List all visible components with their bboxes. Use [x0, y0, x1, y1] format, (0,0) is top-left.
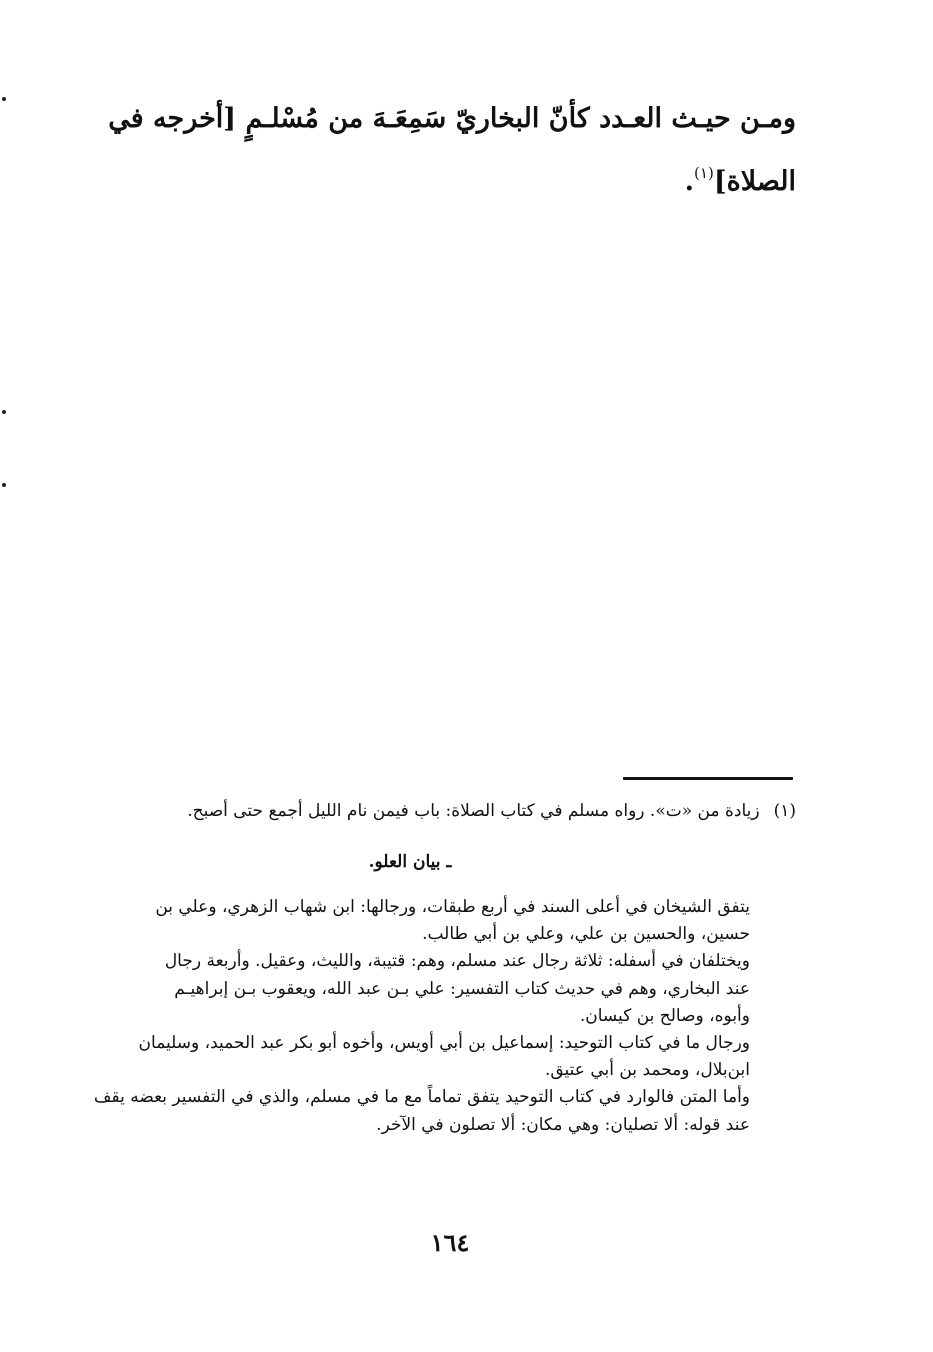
commentary-block — [93, 894, 750, 1139]
page-number: ١٦٤ — [430, 1228, 470, 1257]
commentary-line: ويختلفان في أسفله: ثلاثة رجال عند مسلم، وهم: قتيبة، والليث، وعقيل. وأربعة رجال — [164, 951, 750, 972]
commentary-line: عند البخاري، وهم في حديث كتاب التفسير: علي بـن عبد الله، ويعقوب بـن إبراهيـم — [174, 978, 750, 999]
footnote-number: (١) — [773, 801, 796, 821]
scan-margin-mark — [2, 97, 6, 101]
footnote-separator — [623, 777, 793, 780]
main-line-2-end: . — [684, 166, 695, 197]
main-line-2 — [96, 146, 796, 209]
commentary-line: ورجال ما في كتاب التوحيد: إسماعيل بن أبي أويس، وأخوه أبو بكر عبد الحميد، وسليمان — [138, 1032, 750, 1053]
footnote — [110, 797, 796, 825]
commentary-line: وأما المتن فالوارد في كتاب التوحيد يتفق تماماً مع ما في مسلم، والذي في التفسير بعضه يقف — [93, 1087, 750, 1108]
commentary-line: وأبوه، وصالح بن كيسان. — [579, 1005, 750, 1026]
main-paragraph — [96, 92, 796, 209]
commentary-line: حسين، والحسين بن علي، وعلي بن أبي طالب. — [422, 924, 750, 945]
commentary-line: عند قوله: ألا تصليان: وهي مكان: ألا تصلون في الآخر. — [376, 1114, 750, 1135]
main-line-1: ومـن حيـث العـدد كأنّ البخاريّ سَمِعَـهَ من مُسْلـمٍ [أخرجه في — [108, 103, 796, 134]
scan-margin-mark — [2, 410, 6, 414]
commentary-line: يتفق الشيخان في أعلى السند في أربع طبقات، ورجالها: ابن شهاب الزهري، وعلي بن — [155, 897, 750, 917]
footnote-reference[interactable]: (١) — [694, 164, 714, 182]
main-line-2-text: الصلاة] — [713, 166, 796, 197]
commentary-line: ابن‌بلال، ومحمد بن أبي عتيق. — [544, 1060, 750, 1081]
footnote-text: زيادة من «ت». رواه مسلم في كتاب الصلاة: باب فيمن نام الليل أجمع حتى أصبح. — [187, 801, 760, 821]
section-title: ـ بيان العلو. — [368, 852, 452, 872]
scan-margin-mark — [2, 483, 6, 487]
